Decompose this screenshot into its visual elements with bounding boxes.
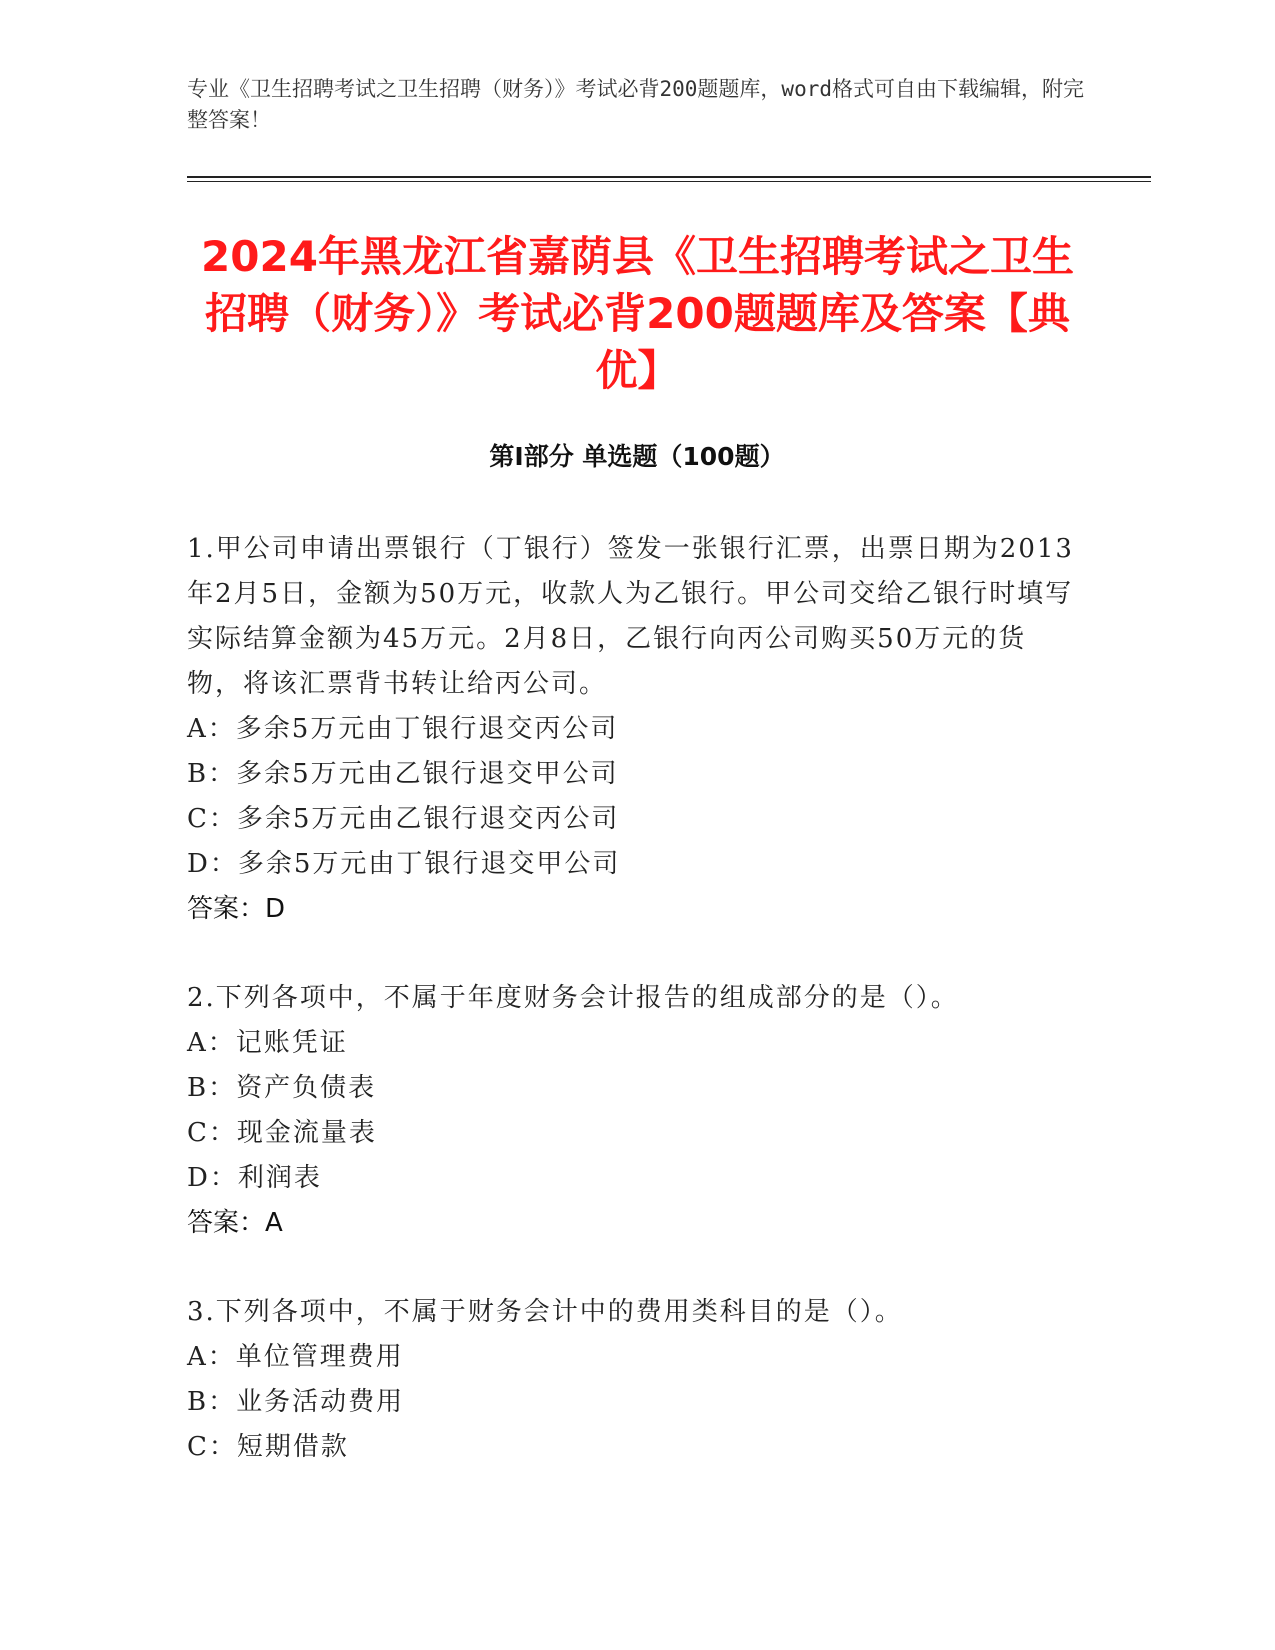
- option-d: D：多余5万元由丁银行退交甲公司: [187, 849, 621, 879]
- question-1: [187, 527, 1077, 932]
- question-stem: 3.下列各项中，不属于财务会计中的费用类科目的是（）。: [187, 1297, 903, 1327]
- option-d: D：利润表: [187, 1163, 322, 1193]
- answer: 答案：A: [187, 1208, 283, 1238]
- question-stem: 1.甲公司申请出票银行（丁银行）签发一张银行汇票，出票日期为2013年2月5日，金额为50万元，收款人为乙银行。甲公司交给乙银行时填写实际结算金额为45万元。2月8日，乙银行向丙公司购买50万元的货物，将该汇票背书转让给丙公司。: [187, 534, 1074, 699]
- option-b: B：资产负债表: [187, 1073, 377, 1103]
- option-b: B：业务活动费用: [187, 1387, 405, 1417]
- question-2: [187, 976, 1077, 1246]
- header-divider-thick: [187, 176, 1151, 178]
- answer: 答案：D: [187, 894, 286, 924]
- option-c: C：短期借款: [187, 1432, 349, 1462]
- section-title: 第Ⅰ部分 单选题（100题）: [489, 442, 785, 471]
- header-divider-thin: [187, 181, 1151, 182]
- option-a: A：单位管理费用: [187, 1342, 404, 1372]
- option-b: B：多余5万元由乙银行退交甲公司: [187, 759, 619, 789]
- document-title: 2024年黑龙江省嘉荫县《卫生招聘考试之卫生招聘（财务）》考试必背200题题库及答案【典优】: [201, 232, 1074, 395]
- question-stem: 2.下列各项中，不属于年度财务会计报告的组成部分的是（）。: [187, 983, 959, 1013]
- option-c: C：现金流量表: [187, 1118, 377, 1148]
- question-3: [187, 1290, 1077, 1470]
- option-c: C：多余5万元由乙银行退交丙公司: [187, 804, 620, 834]
- header-note: 专业《卫生招聘考试之卫生招聘（财务）》考试必背200题题库，word格式可自由下载编辑，附完整答案！: [187, 77, 1084, 132]
- option-a: A：多余5万元由丁银行退交丙公司: [187, 714, 619, 744]
- question-list: [187, 527, 1077, 1514]
- option-a: A：记账凭证: [187, 1028, 348, 1058]
